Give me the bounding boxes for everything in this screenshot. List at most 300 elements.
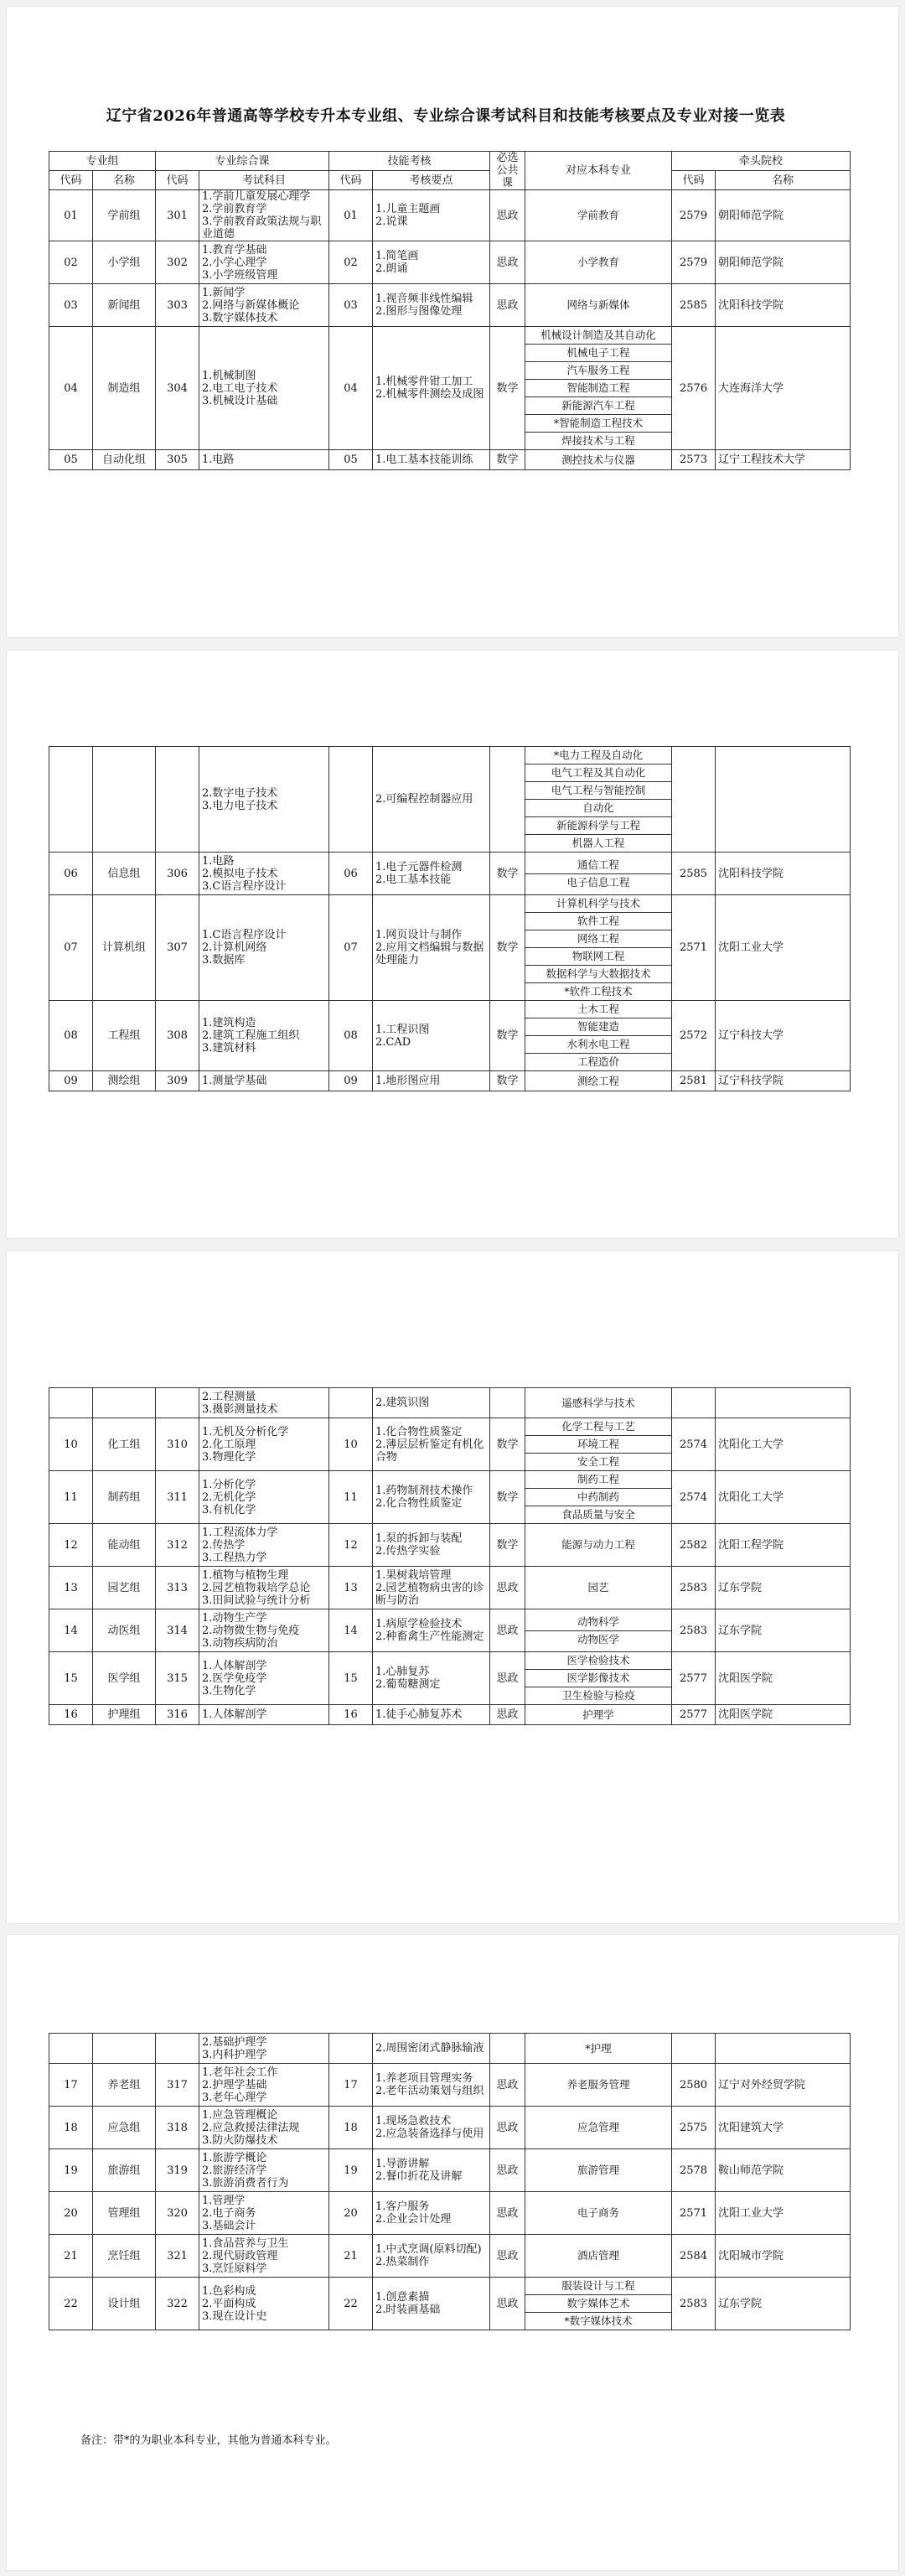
skill-code: 13 [329,1567,373,1609]
public-course: 数学 [490,895,525,1001]
major-item: 服装设计与工程 [525,2278,671,2295]
skill-code: 01 [329,190,373,241]
table-row [49,1609,851,1652]
major-item: 数据科学与大数据技术 [525,966,671,983]
school-code: 2572 [672,1001,716,1071]
header-group: 专业组 [49,152,156,171]
major-item: *护理 [585,2041,612,2055]
major-list [525,327,672,450]
public-course: 数学 [490,1524,525,1567]
skill-points-line: 1.网页设计与制作 [375,929,463,941]
exam-subjects-line: 3.老年心理学 [202,2091,267,2104]
skill-points-line: 2.时装画基础 [375,2304,441,2316]
exam-subjects-line: 2.园艺植物栽培学总论 [202,1581,311,1594]
skill-code: 09 [329,1071,373,1091]
exam-subjects-line: 3.工程热力学 [202,1551,267,1564]
table-page-3 [49,1387,851,1725]
skill-points-line: 2.种畜禽生产性能测定 [375,1630,484,1643]
skill-points [373,1705,490,1725]
skill-points-line: 1.视音频非线性编辑 [375,293,473,305]
exam-subjects-line: 1.机械制图 [202,369,256,382]
group-name: 测绘组 [93,1071,156,1091]
major-list [525,2149,672,2192]
major-item: 数字媒体艺术 [525,2295,671,2313]
school-name: 沈阳城市学院 [716,2235,851,2278]
school-name: 大连海洋大学 [716,327,851,450]
skill-code: 17 [329,2064,373,2107]
school-name: 沈阳建筑大学 [716,2107,851,2149]
exam-subjects-line: 1.学前儿童发展心理学 [202,190,311,203]
public-course: 数学 [490,450,525,470]
major-item: 环境工程 [525,1436,671,1454]
course-code: 313 [156,1567,199,1609]
group-name: 管理组 [93,2192,156,2235]
exam-subjects-line: 2.电子商务 [202,2206,256,2220]
exam-subjects-line: 3.摄影测量技术 [202,1402,278,1416]
skill-code: 10 [329,1418,373,1471]
group-name: 旅游组 [93,2149,156,2192]
skill-points [373,327,490,450]
exam-subjects-line: 1.应急管理概论 [202,2108,278,2122]
skill-points-line: 1.果树栽培管理 [375,1568,452,1582]
major-item: 测绘工程 [577,1074,619,1087]
exam-subjects-line: 3.数字媒体技术 [202,311,278,324]
skill-points [373,895,490,1001]
skill-code: 07 [329,895,373,1001]
major-item: 旅游管理 [577,2164,619,2176]
major-item: 新能源汽车工程 [525,397,671,415]
table-row [49,284,851,327]
major-item: 计算机科学与技术 [525,895,671,913]
public-course: 思政 [490,2278,525,2330]
public-course: 思政 [490,2235,525,2278]
table-row [49,853,851,895]
exam-subjects [199,747,329,853]
public-course: 数学 [490,1418,525,1471]
skill-points-line: 1.泵的拆卸与装配 [375,1532,463,1545]
skill-points [373,1609,490,1652]
major-list [525,284,672,327]
course-code: 303 [156,284,199,327]
major-item: 养老服务管理 [566,2078,630,2091]
group-code: 06 [49,853,93,895]
skill-points-line: 2.朗诵 [375,262,408,275]
school-code: 2585 [672,284,716,327]
group-name: 设计组 [93,2278,156,2330]
skill-points [373,747,490,853]
group-name: 小学组 [93,241,156,284]
group-name: 化工组 [93,1418,156,1471]
school-name: 辽宁科技学院 [716,1071,851,1091]
header-name: 名称 [93,171,156,190]
major-item: 动物科学 [525,1614,671,1631]
group-code: 10 [49,1418,93,1471]
table-row [49,747,851,853]
exam-subjects-line: 1.人体解剖学 [202,1659,267,1672]
skill-points-line: 2.机械零件测绘及成图 [375,388,484,401]
exam-subjects-line: 2.无机化学 [202,1490,256,1504]
school-name: 沈阳科技学院 [716,853,851,895]
exam-subjects-line: 1.教育学基础 [202,243,267,257]
skill-code: 20 [329,2192,373,2235]
public-course: 数学 [490,1471,525,1524]
table-row [49,2235,851,2278]
exam-subjects-line: 3.烹饪原料学 [202,2262,267,2275]
exam-subjects-line: 1.动物生产学 [202,1611,267,1625]
group-name: 医学组 [93,1652,156,1705]
group-name: 新闻组 [93,284,156,327]
major-item: 智能建造 [525,1018,671,1036]
exam-subjects-line: 1.食品营养与卫生 [202,2237,289,2250]
skill-code: 06 [329,853,373,895]
table-row [49,1388,851,1418]
skill-code: 21 [329,2235,373,2278]
header-public: 必选公共课 [490,152,525,190]
group-code: 19 [49,2149,93,2192]
major-item: 工程造价 [577,1055,619,1068]
header-code: 代码 [329,171,373,190]
exam-subjects-line: 3.C语言程序设计 [202,879,287,893]
school-code: 2574 [672,1418,716,1471]
exam-subjects-line: 3.建筑材料 [202,1042,256,1055]
exam-subjects [199,895,329,1001]
skill-points-line: 1.客户服务 [375,2200,430,2213]
school-name: 沈阳工业大学 [716,895,851,1001]
group-code: 13 [49,1567,93,1609]
exam-subjects-line: 1.无机及分析化学 [202,1425,289,1438]
exam-subjects [199,241,329,284]
exam-subjects-line: 2.旅游经济学 [202,2164,267,2177]
header-name: 名称 [716,171,851,190]
skill-points-line: 1.简笔画 [375,250,419,262]
course-code: 322 [156,2278,199,2330]
exam-subjects-line: 1.工程流体力学 [202,1526,278,1539]
skill-points-line: 1.导游讲解 [375,2158,430,2170]
major-item: *智能制造工程技术 [525,415,671,433]
skill-points-line: 1.徒手心肺复苏术 [375,1708,463,1721]
exam-subjects [199,1388,329,1418]
exam-subjects [199,1471,329,1524]
public-course: 思政 [490,1705,525,1725]
major-item: 网络与新媒体 [566,298,630,311]
group-code: 16 [49,1705,93,1725]
major-item: *电力工程及自动化 [525,747,671,765]
skill-points-line: 2.CAD [375,1035,411,1049]
group-code: 05 [49,450,93,470]
group-code: 14 [49,1609,93,1652]
public-course: 数学 [490,1001,525,1071]
course-code: 320 [156,2192,199,2235]
major-list [525,2107,672,2149]
exam-subjects [199,2192,329,2235]
skill-points [373,1652,490,1705]
exam-subjects-line: 3.物理化学 [202,1450,256,1464]
exam-subjects-line: 2.数字电子技术 [202,786,278,800]
school-code: 2579 [672,241,716,284]
exam-subjects-line: 3.现在设计史 [202,2309,267,2323]
table-row [49,1471,851,1524]
major-item: 护理学 [582,1708,614,1721]
school-code: 2579 [672,190,716,241]
school-code: 2576 [672,327,716,450]
skill-points [373,2192,490,2235]
exam-subjects [199,1567,329,1609]
skill-points-line: 1.工程识图 [375,1023,430,1036]
major-item: 自动化 [525,800,671,817]
exam-subjects-line: 1.人体解剖学 [202,1708,267,1721]
exam-subjects [199,2064,329,2107]
exam-subjects-line: 2.网络与新媒体概论 [202,298,300,312]
group-code: 07 [49,895,93,1001]
exam-subjects-line: 1.建筑构造 [202,1017,256,1029]
major-item: 小学教育 [577,256,620,268]
skill-points-line: 2.传热学实验 [375,1545,441,1558]
major-item: 能源与动力工程 [561,1538,635,1551]
major-item: 机器人工程 [571,837,625,849]
major-item: 土木工程 [525,1001,671,1018]
exam-subjects-line: 2.计算机网络 [202,941,267,954]
school-code: 2581 [672,1071,716,1091]
exam-subjects [199,2235,329,2278]
major-list [525,2034,672,2064]
public-course: 思政 [490,2149,525,2192]
header-school: 牵头院校 [672,152,851,171]
skill-points [373,2278,490,2330]
skill-points-line: 2.热菜制作 [375,2256,430,2268]
school-name: 辽东学院 [716,2278,851,2330]
exam-subjects-line: 2.传热学 [202,1538,246,1552]
skill-points-line: 2.建筑识图 [375,1397,430,1409]
skill-code: 02 [329,241,373,284]
school-name: 沈阳医学院 [716,1652,851,1705]
exam-subjects-line: 3.学前教育政策法规与职业道德 [202,215,322,241]
exam-subjects [199,2278,329,2330]
skill-points [373,1567,490,1609]
major-item: 电子信息工程 [566,875,630,889]
skill-code: 12 [329,1524,373,1567]
exam-subjects [199,1652,329,1705]
skill-points-line: 1.电子元器件检测 [375,861,463,873]
course-code: 311 [156,1471,199,1524]
exam-subjects [199,853,329,895]
major-item: 安全工程 [577,1455,619,1468]
major-item: 物联网工程 [525,948,671,966]
major-item: 学前教育 [577,209,620,221]
major-item: 电气工程与智能控制 [525,782,671,800]
group-code: 09 [49,1071,93,1091]
major-item: *软件工程技术 [564,985,633,998]
major-item: 机械电子工程 [525,345,671,362]
exam-subjects [199,1609,329,1652]
skill-points-line: 2.可编程控制器应用 [375,793,473,806]
exam-subjects-line: 1.C语言程序设计 [202,929,287,941]
public-course: 数学 [490,327,525,450]
school-code: 2571 [672,895,716,1001]
exam-subjects-line: 2.学前教育学 [202,203,267,215]
school-code: 2585 [672,853,716,895]
exam-subjects-line: 2.模拟电子技术 [202,867,278,880]
exam-subjects-line: 3.电力电子技术 [202,799,278,812]
school-name: 辽东学院 [716,1609,851,1652]
skill-points [373,1071,490,1091]
major-item: 电气工程及其自动化 [525,765,671,782]
school-code: 2573 [672,450,716,470]
major-item: 酒店管理 [577,2249,619,2262]
public-course: 思政 [490,2192,525,2235]
exam-subjects-line: 3.基础会计 [202,2219,256,2232]
exam-subjects-line: 2.化工原理 [202,1438,256,1451]
school-name: 朝阳师范学院 [716,190,851,241]
major-list [525,853,672,895]
skill-code: 19 [329,2149,373,2192]
skill-points-line: 2.应急装备选择与使用 [375,2128,484,2140]
exam-subjects [199,2149,329,2192]
table-row [49,2034,851,2064]
group-name: 养老组 [93,2064,156,2107]
school-name: 沈阳化工大学 [716,1471,851,1524]
skill-points [373,284,490,327]
major-list [525,2064,672,2107]
major-list [525,241,672,284]
exam-subjects-line: 2.护理学基础 [202,2078,267,2091]
group-code: 21 [49,2235,93,2278]
major-list [525,1652,672,1705]
skill-code: 03 [329,284,373,327]
exam-subjects-line: 3.防火防爆技术 [202,2133,278,2147]
skill-points-line: 2.电工基本技能 [375,873,452,886]
school-code: 2571 [672,2192,716,2235]
school-name: 沈阳医学院 [716,1705,851,1725]
table-row [49,2107,851,2149]
table-row [49,2064,851,2107]
group-name: 工程组 [93,1001,156,1071]
school-name: 辽宁工程技术大学 [716,450,851,470]
public-course: 数学 [490,853,525,895]
table-row [49,1524,851,1567]
course-code: 304 [156,327,199,450]
table-row [49,450,851,470]
group-code: 04 [49,327,93,450]
skill-points-line: 2.化合物性质鉴定 [375,1497,463,1510]
exam-subjects-line: 3.田间试验与统计分析 [202,1594,311,1607]
exam-subjects-line: 2.现代厨政管理 [202,2249,278,2262]
school-name: 沈阳工业大学 [716,2192,851,2235]
school-code: 2577 [672,1705,716,1725]
group-name: 计算机组 [93,895,156,1001]
major-item: 网络工程 [525,930,671,948]
skill-points-line: 1.养老项目管理实务 [375,2072,473,2085]
school-code: 2577 [672,1652,716,1705]
skill-points [373,190,490,241]
skill-points-line: 1.地形图应用 [375,1075,441,1087]
major-item: 卫生检验与检疫 [561,1689,635,1702]
course-code: 321 [156,2235,199,2278]
major-list [525,1609,672,1652]
course-code: 307 [156,895,199,1001]
course-code: 306 [156,853,199,895]
major-item: 水利水电工程 [525,1036,671,1054]
exam-subjects-line: 2.应急救援法律法规 [202,2121,300,2134]
table-row [49,2192,851,2235]
course-code: 314 [156,1609,199,1652]
exam-subjects [199,1418,329,1471]
major-list [525,1524,672,1567]
exam-subjects-line: 3.有机化学 [202,1503,256,1516]
major-item: 新能源科学与工程 [525,817,671,835]
exam-subjects-line: 3.数据库 [202,954,246,967]
public-course: 数学 [490,1071,525,1091]
skill-points-line: 2.老年活动策划与组织 [375,2085,484,2097]
exam-subjects-line: 2.平面构成 [202,2297,256,2310]
school-code: 2580 [672,2064,716,2107]
public-course: 思政 [490,2064,525,2107]
school-name: 沈阳科技学院 [716,284,851,327]
skill-points [373,2235,490,2278]
exam-subjects-line: 3.旅游消费者行为 [202,2176,289,2190]
skill-code: 22 [329,2278,373,2330]
major-list [525,1388,672,1418]
exam-subjects-line: 2.基础护理学 [202,2035,267,2049]
table-page-4 [49,2033,851,2330]
course-code: 305 [156,450,199,470]
major-list [525,1418,672,1471]
school-name: 鞍山师范学院 [716,2149,851,2192]
major-item: 动物医学 [577,1632,619,1646]
skill-points-line: 1.病原学检验技术 [375,1618,463,1630]
course-code: 319 [156,2149,199,2192]
skill-points [373,853,490,895]
major-list [525,2192,672,2235]
school-code: 2578 [672,2149,716,2192]
exam-subjects [199,450,329,470]
exam-subjects-line: 1.植物与植物生理 [202,1568,289,1582]
major-item: 汽车服务工程 [525,362,671,380]
exam-subjects-line: 1.新闻学 [202,286,246,299]
course-code: 310 [156,1418,199,1471]
group-code: 15 [49,1652,93,1705]
skill-points [373,1471,490,1524]
group-name: 信息组 [93,853,156,895]
school-name: 沈阳化工大学 [716,1418,851,1471]
skill-points-line: 1.心肺复苏 [375,1666,430,1678]
group-code: 12 [49,1524,93,1567]
skill-code: 04 [329,327,373,450]
table-row [49,1567,851,1609]
exam-subjects [199,1705,329,1725]
major-item: 化学工程与工艺 [525,1418,671,1436]
exam-subjects-line: 3.小学班级管理 [202,268,278,282]
public-course: 思政 [490,1652,525,1705]
major-item: 通信工程 [525,857,671,874]
skill-points-line: 1.中式烹调(原料切配) [375,2243,482,2256]
table-row [49,190,851,241]
header-course: 专业综合课 [156,152,329,171]
exam-subjects-line: 2.工程测量 [202,1390,256,1403]
exam-subjects-line: 1.电路 [202,854,235,868]
major-list [525,1567,672,1609]
course-code: 309 [156,1071,199,1091]
table-row [49,1001,851,1071]
major-list [525,747,672,853]
exam-subjects-line: 2.小学心理学 [202,256,267,269]
exam-subjects-line: 1.老年社会工作 [202,2065,278,2079]
major-list [525,1071,672,1091]
header-code: 代码 [672,171,716,190]
group-code: 01 [49,190,93,241]
major-item: 焊接技术与工程 [561,434,635,447]
exam-subjects [199,1071,329,1091]
group-name: 制造组 [93,327,156,450]
